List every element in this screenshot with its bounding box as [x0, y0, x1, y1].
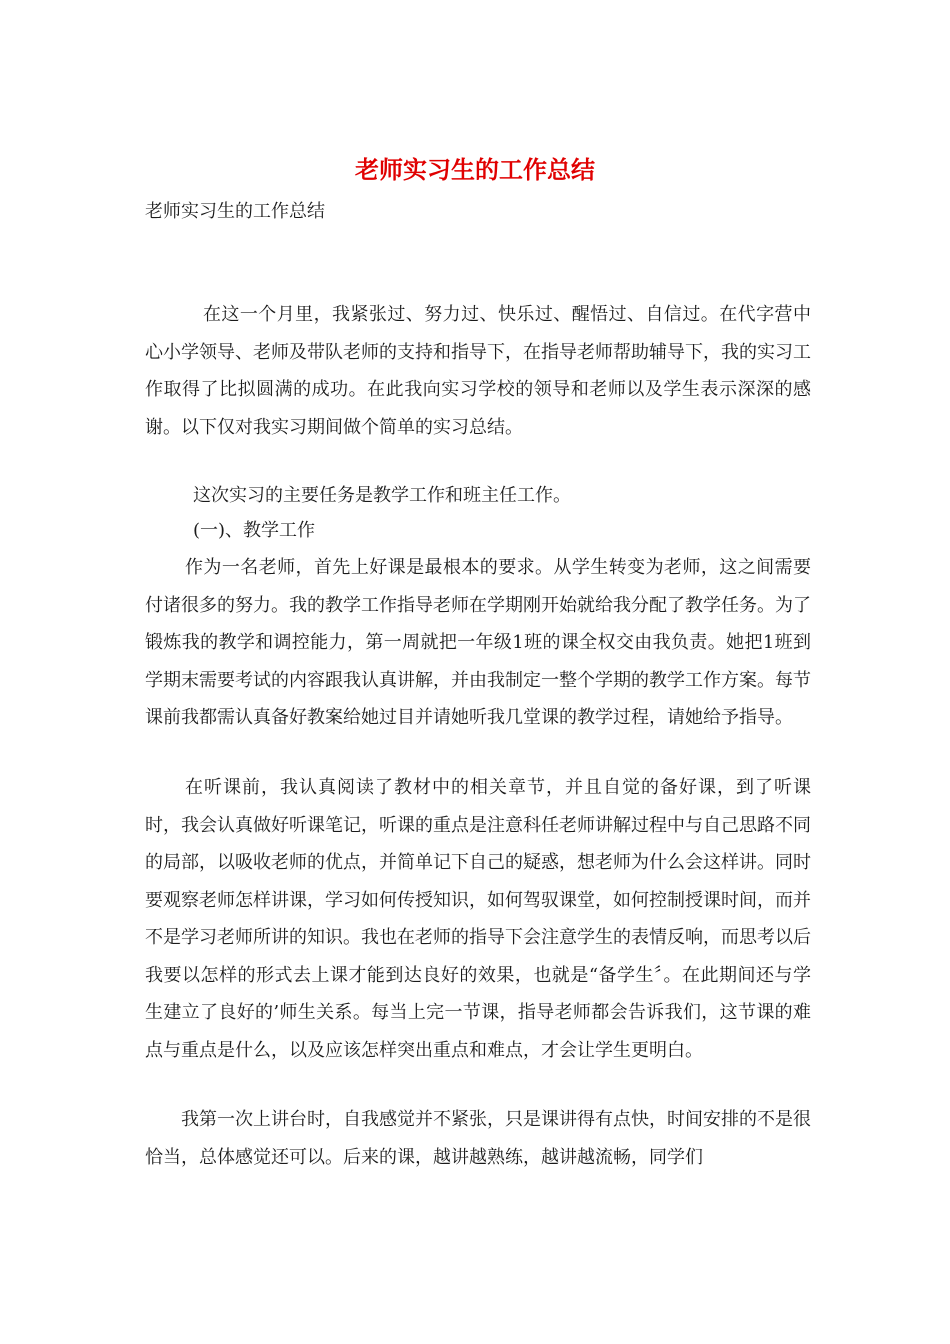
- section-heading-teaching: (一)、教学工作: [193, 520, 316, 541]
- paragraph-main-tasks: 这次实习的主要任务是教学工作和班主任工作。: [193, 485, 571, 506]
- paragraph-teaching-2: 在听课前，我认真阅读了教材中的相关章节，并且自觉的备好课，到了听课时，我会认真做好听课笔记，听课的重点是注意科任老师讲解过程中与自己思路不同的局部，以吸收老师的优点，并简单记下自己的疑惑，想老师为什么会这样讲。同时要观察老师怎样讲课，学习如何传授知识，如何驾驭课堂，如何控制授课时间，而并不是学习老师所讲的知识。我也在老师的指导下会注意学生的表情反响，而思考以后我要以怎样的形式去上课才能到达良好的效果，也就是“备学生〞。在此期间还与学生建立了良好的’师生关系。每当上完一节课，指导老师都会告诉我们，这节课的难点与重点是什么，以及应该怎样突出重点和难点，才会让学生更明白。: [145, 777, 811, 1061]
- document-title: 老师实习生的工作总结: [355, 155, 595, 184]
- document-subtitle: 老师实习生的工作总结: [145, 201, 325, 222]
- paragraph-intro: 在这一个月里，我紧张过、努力过、快乐过、醒悟过、自信过。在代字营中心小学领导、老师及带队老师的支持和指导下，在指导老师帮助辅导下，我的实习工作取得了比拟圆满的成功。在此我向实习学校的领导和老师以及学生表示深深的感谢。以下仅对我实习期间做个简单的实习总结。: [145, 304, 811, 438]
- paragraph-teaching-3: 我第一次上讲台时，自我感觉并不紧张，只是课讲得有点快，时间安排的不是很恰当，总体感觉还可以。后来的课，越讲越熟练，越讲越流畅，同学们: [145, 1109, 811, 1168]
- paragraph-teaching-1: 作为一名老师，首先上好课是最根本的要求。从学生转变为老师，这之间需要付诸很多的努力。我的教学工作指导老师在学期刚开始就给我分配了教学任务。为了锻炼我的教学和调控能力，第一周就把一年级1班的课全权交由我负责。她把1班到学期末需要考试的内容跟我认真讲解，并由我制定一整个学期的教学工作方案。每节课前我都需认真备好教案给她过目并请她听我几堂课的教学过程，请她给予指导。: [145, 557, 811, 728]
